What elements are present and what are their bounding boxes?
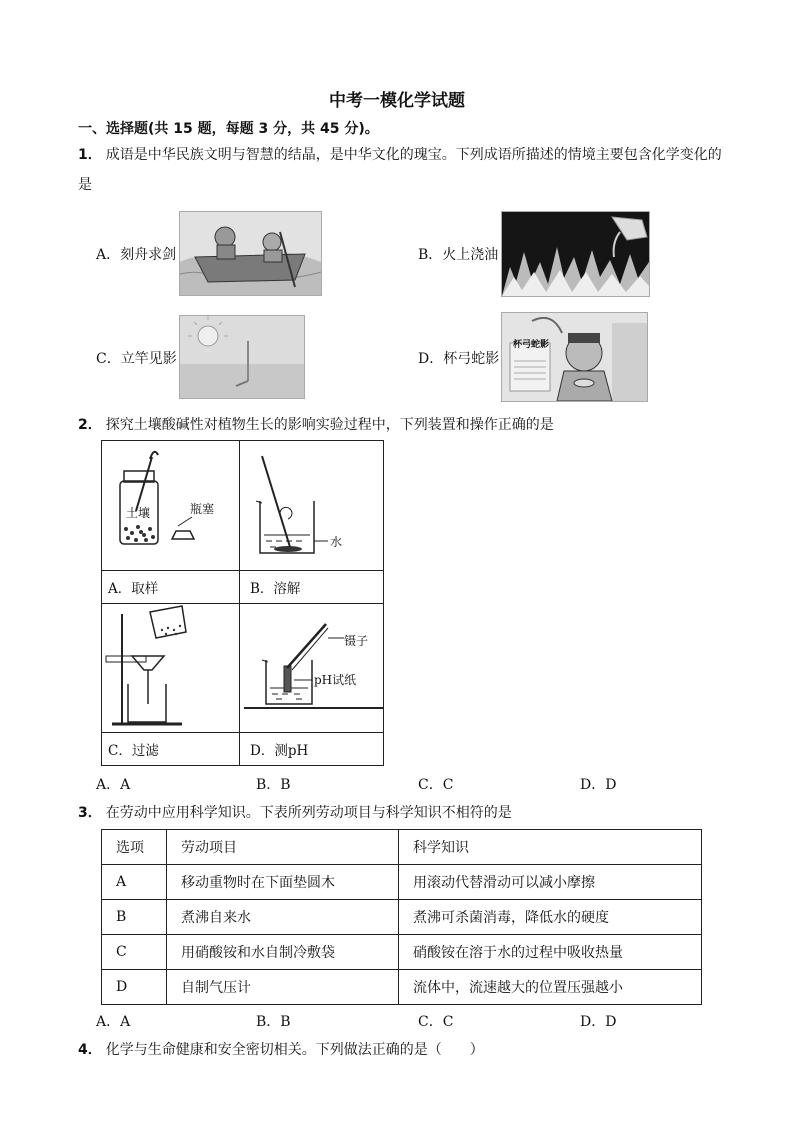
question-number: 3． bbox=[78, 805, 102, 821]
table-cell: A bbox=[102, 865, 167, 900]
section-heading: 一、选择题(共 15 题，每题 3 分，共 45 分)。 bbox=[78, 121, 379, 137]
header-cell: 劳动项目 bbox=[167, 830, 399, 865]
table-row bbox=[102, 970, 702, 1005]
q1-option-c: C．立竿见影 bbox=[96, 351, 177, 367]
header-cell: 选项 bbox=[102, 830, 167, 865]
q2-choice-d[interactable]: D．D bbox=[580, 777, 617, 793]
question-text: 在劳动中应用科学知识。下表所列劳动项目与科学知识不相符的是 bbox=[105, 805, 512, 821]
page-title: 中考一模化学试题 bbox=[329, 91, 465, 111]
table-cell: 硝酸铵在溶于水的过程中吸收热量 bbox=[399, 935, 702, 970]
table-row bbox=[102, 900, 702, 935]
pole-image bbox=[179, 315, 305, 399]
question-text: 成语是中华民族文明与智慧的结晶，是中华文化的瑰宝。下列成语所描述的情境主要包含化学变化的 bbox=[105, 147, 722, 163]
q3-choice-c[interactable]: C．C bbox=[418, 1014, 454, 1030]
q2-choice-b[interactable]: B．B bbox=[256, 777, 291, 793]
table-cell: C bbox=[102, 935, 167, 970]
q2-choice-a[interactable]: A．A bbox=[96, 777, 131, 793]
q1-option-d: D．杯弓蛇影 bbox=[418, 351, 500, 367]
header-cell: 科学知识 bbox=[399, 830, 702, 865]
question-number: 4． bbox=[78, 1042, 102, 1058]
filtering-figure bbox=[102, 604, 240, 733]
question-number: 1． bbox=[78, 147, 102, 163]
question-number: 2． bbox=[78, 417, 102, 433]
question-text: 探究土壤酸碱性对植物生长的影响实验过程中，下列装置和操作正确的是 bbox=[105, 417, 554, 433]
table-cell: 用硝酸铵和水自制冷敷袋 bbox=[167, 935, 399, 970]
fire-image bbox=[501, 211, 650, 297]
q3-choice-b[interactable]: B．B bbox=[256, 1014, 291, 1030]
cell-b-label: B．溶解 bbox=[240, 571, 384, 604]
table-cell: 移动重物时在下面垫圆木 bbox=[167, 865, 399, 900]
question-3 bbox=[78, 798, 738, 828]
ph-paper-label: pH试纸 bbox=[314, 673, 357, 687]
boat-image bbox=[179, 211, 322, 296]
cell-d-label: D．测pH bbox=[240, 733, 384, 766]
experiment-table bbox=[101, 440, 384, 766]
tweezers-label: 镊子 bbox=[344, 634, 369, 648]
question-text: 化学与生命健康和安全密切相关。下列做法正确的是（ ） bbox=[105, 1042, 484, 1058]
table-header-row bbox=[102, 830, 702, 865]
question-1-line2: 是 bbox=[78, 177, 92, 193]
stopper-label: 瓶塞 bbox=[190, 502, 215, 516]
sampling-figure bbox=[102, 441, 240, 571]
table-cell: 用滚动代替滑动可以减小摩擦 bbox=[399, 865, 702, 900]
question-1 bbox=[78, 140, 738, 170]
table-cell: 自制气压计 bbox=[167, 970, 399, 1005]
image-caption: 杯弓蛇影 bbox=[513, 340, 550, 350]
q3-choice-d[interactable]: D．D bbox=[580, 1014, 617, 1030]
dissolving-figure bbox=[240, 441, 384, 571]
soil-label: 土壤 bbox=[126, 506, 151, 520]
q1-option-b: B．火上浇油 bbox=[418, 247, 499, 263]
q1-option-a: A．刻舟求剑 bbox=[96, 247, 177, 263]
ph-test-figure bbox=[240, 604, 384, 733]
cell-a-label: A．取样 bbox=[102, 571, 240, 604]
q2-choice-c[interactable]: C．C bbox=[418, 777, 454, 793]
cell-c-label: C．过滤 bbox=[102, 733, 240, 766]
table-row bbox=[102, 865, 702, 900]
question-4 bbox=[78, 1035, 738, 1065]
table-cell: 煮沸自来水 bbox=[167, 900, 399, 935]
question-2 bbox=[78, 410, 738, 440]
labor-table bbox=[101, 829, 702, 1005]
table-cell: D bbox=[102, 970, 167, 1005]
table-cell: 流体中，流速越大的位置压强越小 bbox=[399, 970, 702, 1005]
cup-bow-snake-image bbox=[501, 312, 648, 402]
table-row bbox=[102, 935, 702, 970]
q3-choice-a[interactable]: A．A bbox=[96, 1014, 131, 1030]
table-cell: 煮沸可杀菌消毒，降低水的硬度 bbox=[399, 900, 702, 935]
table-cell: B bbox=[102, 900, 167, 935]
water-label: 水 bbox=[330, 535, 343, 549]
